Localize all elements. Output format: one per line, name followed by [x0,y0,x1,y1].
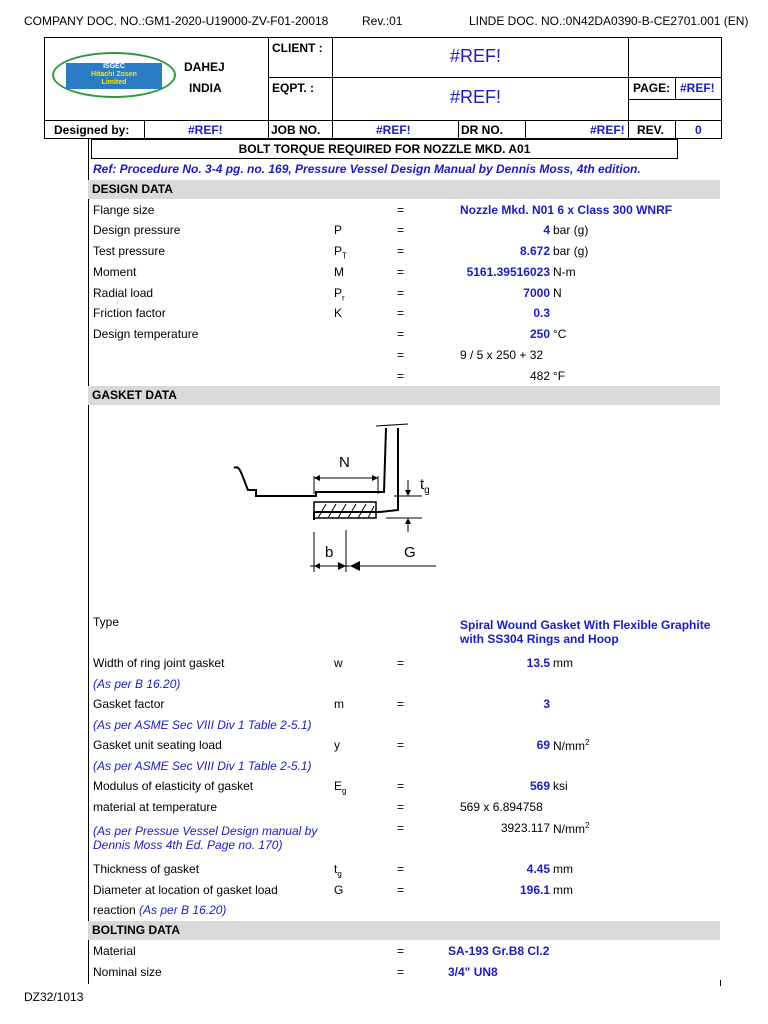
footer-code: DZ32/1013 [24,990,84,1004]
diagram-label-t: $t_g$ [420,476,430,496]
company-logo: ISGEC Hitachi Zosen Limited [52,52,176,98]
designed-by-value: #REF! [188,123,223,137]
company-doc-no: COMPANY DOC. NO.:GM1-2020-U19000-ZV-F01-20018 [24,14,329,28]
job-no-value: #REF! [376,123,411,137]
gasket-data-heading: GASKET DATA [88,386,720,405]
dr-no-value: #REF! [590,123,625,137]
document-title-box [91,139,678,159]
eqpt-label: EQPT. : [272,81,315,95]
client-label: CLIENT : [272,41,323,55]
linde-doc-no: LINDE DOC. NO.:0N42DA0390-B-CE2701.001 (EN) [469,14,749,28]
location-line2: INDIA [189,81,222,95]
location-line1: DAHEJ [184,60,225,74]
diagram-label-b: b [325,544,334,561]
rev-label: REV. [637,123,664,137]
client-value: #REF! [450,46,502,66]
bolting-data-heading: BOLTING DATA [88,921,720,940]
eqpt-value: #REF! [450,87,502,107]
designed-by-label: Designed by: [54,123,130,137]
revision-header: Rev.:01 [362,14,403,28]
gasket-diagram [226,420,446,580]
page-label: PAGE: [633,81,671,95]
design-data-heading: DESIGN DATA [88,180,720,199]
diagram-label-n: N [339,454,350,471]
dr-no-label: DR NO. [461,123,503,137]
procedure-reference: Ref: Procedure No. 3-4 pg. no. 169, Pressure Vessel Design Manual by Dennis Moss, 4th edition. [93,162,641,176]
job-no-label: JOB NO. [271,123,321,137]
page-value: #REF! [680,81,715,95]
diagram-label-g: G [404,544,416,561]
rev-value: 0 [695,123,702,137]
document-title: BOLT TORQUE REQUIRED FOR NOZZLE MKD. A01 [238,142,531,156]
